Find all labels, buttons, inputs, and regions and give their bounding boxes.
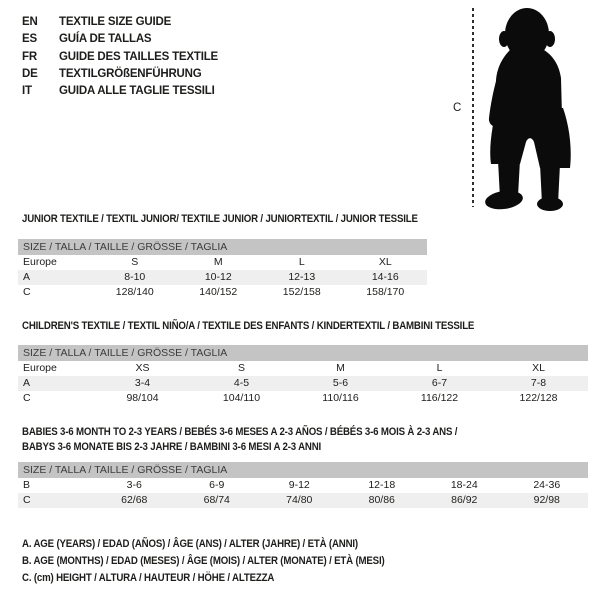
row-label: C [23,286,31,298]
size-header-bar: SIZE / TALLA / TAILLE / GRÖSSE / TAGLIA [18,462,588,478]
language-title-list [22,14,218,100]
row-label: A [18,376,93,391]
language-code: IT [22,85,32,98]
height-cell: 116/122 [420,392,459,404]
guide-title-es: GUÍA DE TALLAS [59,33,152,46]
row-label: Europe [23,362,57,374]
guide-title-fr: GUIDE DES TAILLES TEXTILE [59,50,218,63]
legend-notes [22,536,434,587]
row-label: C [18,493,93,508]
legend-note-b: B. AGE (MONTHS) / EDAD (MESES) / ÂGE (MOIS) / ALTER (MONATE) / ETÀ (MESI) [22,555,385,567]
height-cell: 74/80 [258,493,341,508]
months-cell: 12-18 [368,479,396,491]
row-label: B [23,479,31,491]
size-cell: S [131,256,139,268]
age-cell: 6-7 [390,376,489,391]
junior-size-grid [18,255,427,300]
table-row-height [18,391,588,406]
height-cell: 62/68 [93,493,176,508]
size-cell: M [213,256,223,268]
table-row-months [18,478,588,493]
age-cell: 12-13 [260,270,344,285]
language-row-it [22,83,218,100]
language-row-fr [22,49,218,66]
size-cell: XL [532,362,545,374]
size-cell: L [436,362,443,374]
months-cell: 3-6 [126,479,142,491]
age-cell: 10-12 [177,270,261,285]
age-cell: 14-16 [344,270,428,285]
junior-size-table [18,239,427,300]
age-cell: 8-10 [93,270,177,285]
height-cell: 158/170 [366,286,405,298]
babies-table-title-line2: BABYS 3-6 MONATE BIS 2-3 JAHRE / BAMBINI 3-6 MESI A 2-3 ANNI [22,441,322,453]
baby-silhouette [482,4,594,212]
table-row-age [18,270,427,285]
height-cell: 68/74 [176,493,259,508]
table-row-europe [18,361,588,376]
guide-title-en: TEXTILE SIZE GUIDE [59,16,172,28]
children-size-table [18,345,588,406]
junior-table-title: JUNIOR TEXTILE / TEXTIL JUNIOR/ TEXTILE JUNIOR / JUNIORTEXTIL / JUNIOR TESSILE [22,213,418,225]
size-cell: XS [135,362,150,374]
size-cell: L [298,256,305,268]
table-row-age [18,376,588,391]
size-cell: XL [378,256,392,268]
height-measure-dashed-line [472,8,474,207]
size-cell: S [237,362,245,374]
language-row-es [22,31,218,48]
months-cell: 24-36 [533,479,561,491]
height-cell: 80/86 [341,493,424,508]
height-cell: 152/158 [282,286,321,298]
guide-title-it: GUIDA ALLE TAGLIE TESSILI [59,85,215,98]
language-row-en [22,14,218,31]
height-cell: 128/140 [115,286,154,298]
size-cell: M [336,362,345,374]
height-cell: 92/98 [506,493,589,508]
row-label: Europe [23,256,57,268]
row-label: C [23,392,31,404]
age-cell: 4-5 [192,376,291,391]
table-row-europe [18,255,427,270]
language-code: ES [22,33,37,46]
months-cell: 6-9 [209,479,225,491]
children-table-title: CHILDREN'S TEXTILE / TEXTIL NIÑO/A / TEXTILE DES ENFANTS / KINDERTEXTIL / BAMBINI TESSILE [22,320,475,332]
table-row-height [18,285,427,300]
age-cell: 7-8 [489,376,588,391]
height-cell: 110/116 [322,392,359,404]
height-cell: 86/92 [423,493,506,508]
months-cell: 9-12 [288,479,310,491]
height-measure-label: C [453,102,462,114]
children-size-grid [18,361,588,406]
language-code: FR [22,50,37,63]
height-cell: 122/128 [519,392,558,404]
age-cell: 3-4 [93,376,192,391]
language-code: DE [22,67,38,80]
babies-table-title [22,425,517,455]
row-label: A [18,270,93,285]
height-cell: 104/110 [222,392,261,404]
height-cell: 140/152 [199,286,238,298]
babies-size-grid [18,478,588,508]
size-header-bar: SIZE / TALLA / TAILLE / GRÖSSE / TAGLIA [18,239,427,255]
height-cell: 98/104 [126,392,159,404]
legend-note-a: A. AGE (YEARS) / EDAD (AÑOS) / ÂGE (ANS) / ALTER (JAHRE) / ETÀ (ANNI) [22,538,358,550]
guide-title-de: TEXTILGRÖßENFÜHRUNG [59,67,202,80]
age-cell: 5-6 [291,376,390,391]
size-header-bar: SIZE / TALLA / TAILLE / GRÖSSE / TAGLIA [18,345,588,361]
legend-note-c: C. (cm) HEIGHT / ALTURA / HAUTEUR / HÖHE / ALTEZZA [22,572,275,584]
months-cell: 18-24 [450,479,478,491]
babies-table-title-line1: BABIES 3-6 MONTH TO 2-3 YEARS / BEBÉS 3-6 MESES A 2-3 AÑOS / BÉBÉS 3-6 MOIS À 2-3 ANS / [22,426,458,438]
babies-size-table [18,462,588,508]
table-row-height [18,493,588,508]
language-code: EN [22,16,38,28]
language-row-de [22,66,218,83]
